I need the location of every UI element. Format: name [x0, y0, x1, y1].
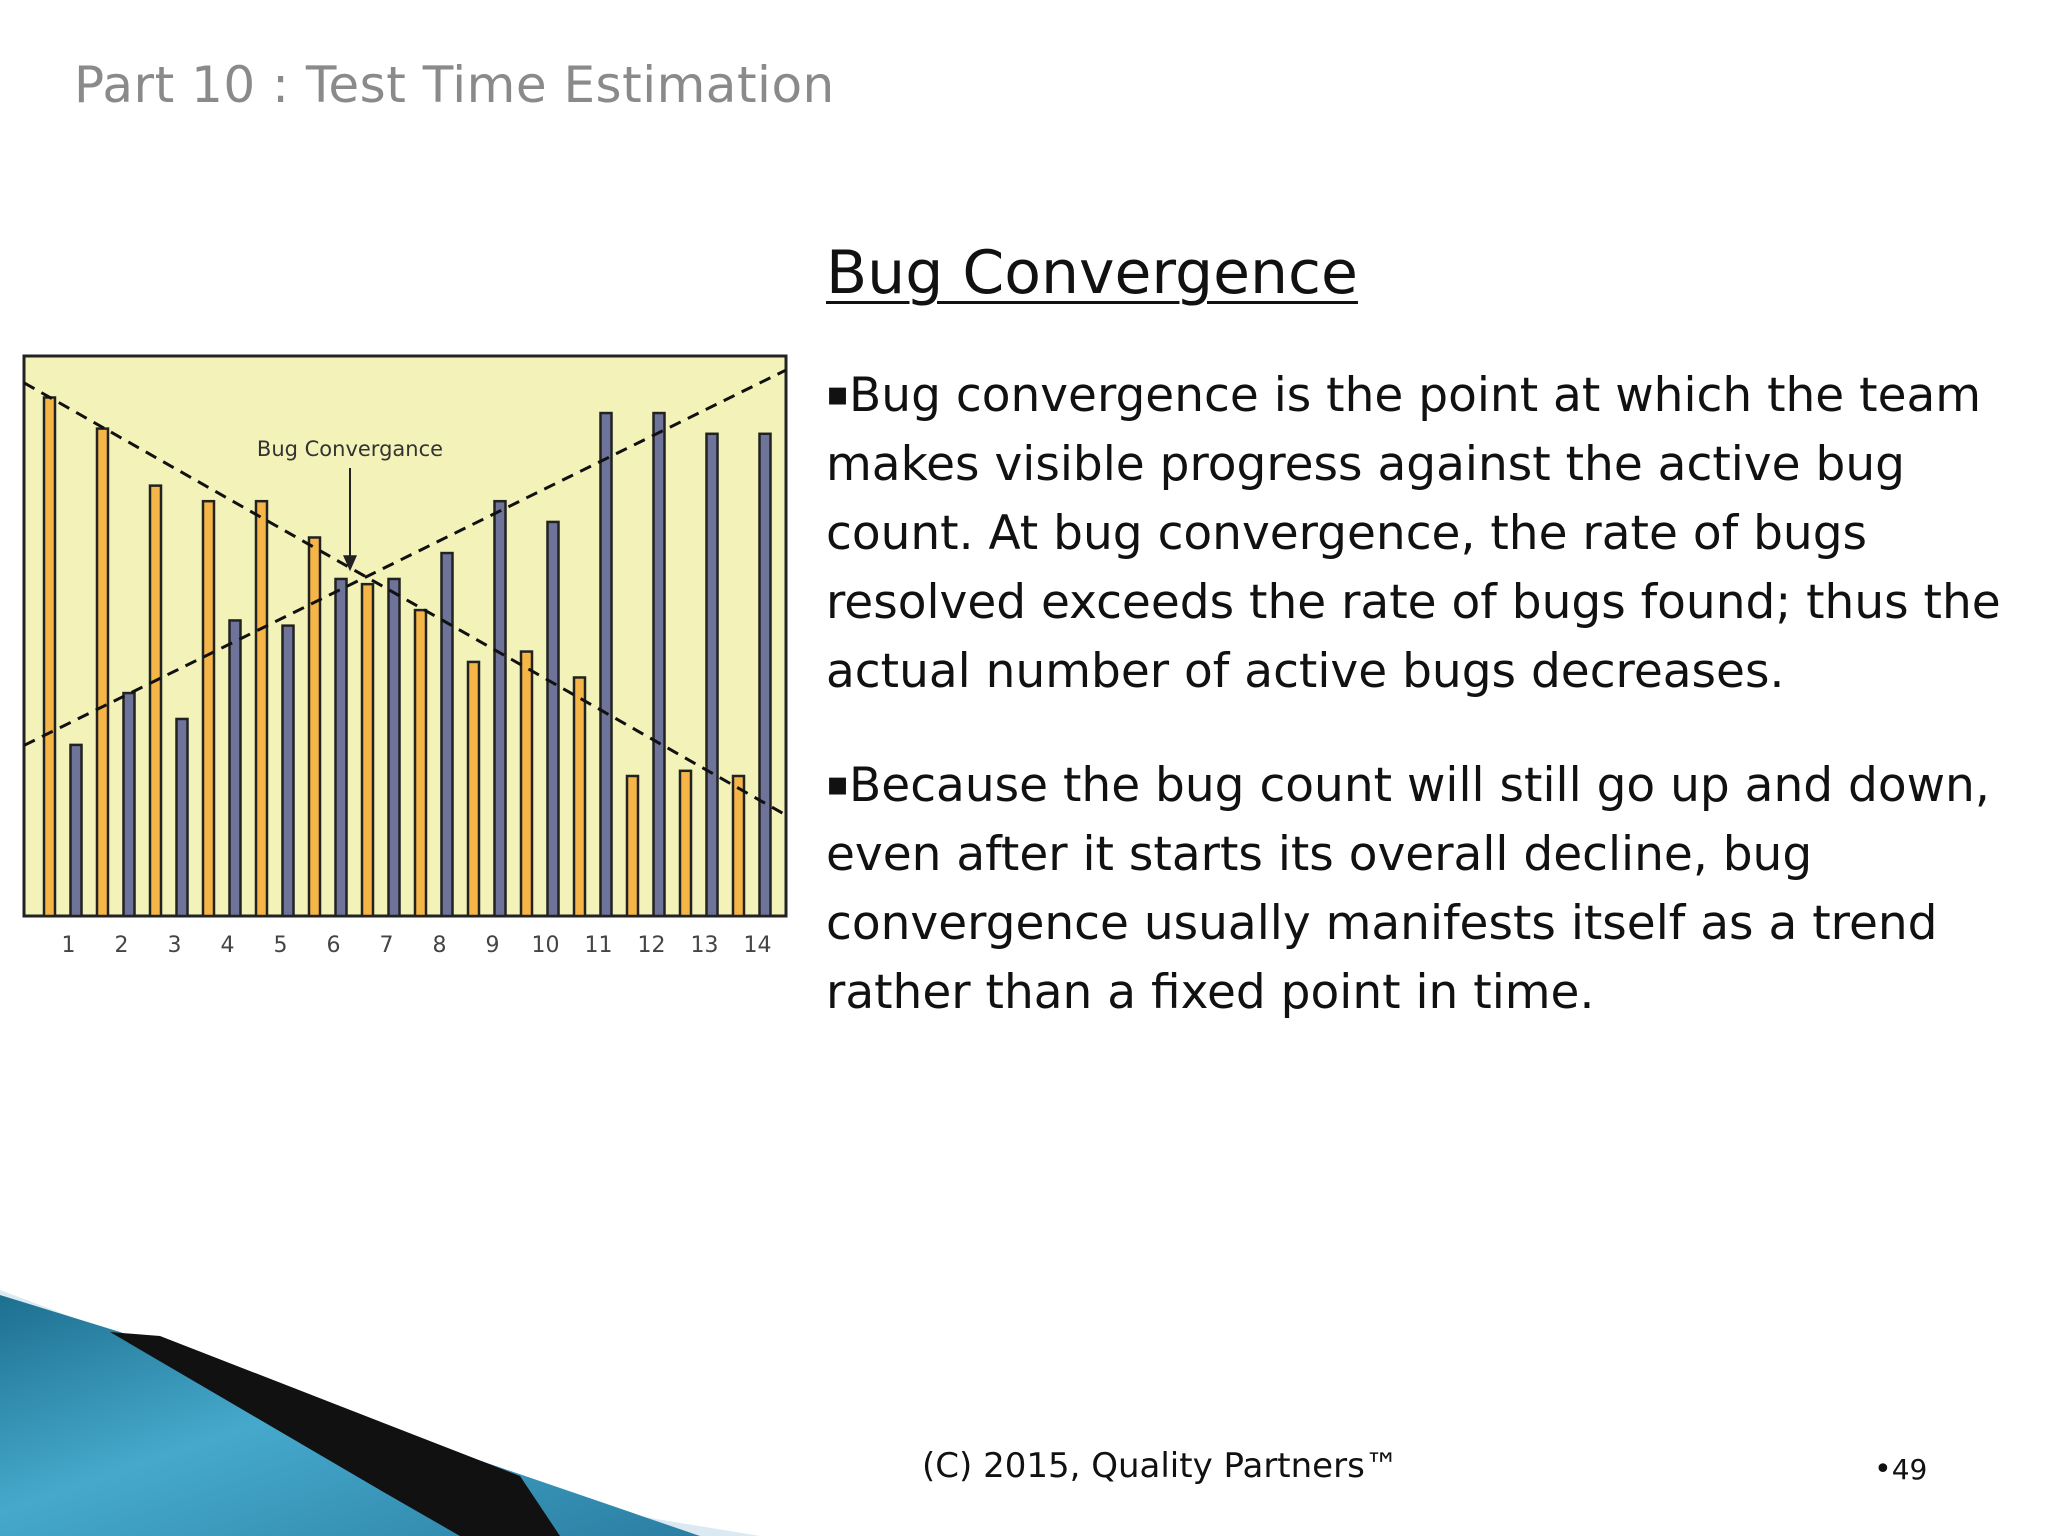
page-number-value: 49 — [1891, 1453, 1928, 1486]
section-heading: Bug Convergence — [826, 238, 1358, 308]
bar-series-2-5 — [283, 626, 294, 916]
bar-series-1-10 — [521, 652, 532, 916]
bullet-square-icon: ▪ — [826, 764, 850, 804]
bullet-list — [826, 360, 2026, 1071]
x-tick-label-12: 12 — [637, 933, 666, 958]
bug-convergence-chart — [20, 350, 790, 970]
x-tick-label-11: 11 — [584, 933, 613, 958]
x-tick-label-14: 14 — [743, 933, 772, 958]
x-tick-label-2: 2 — [114, 933, 129, 958]
bar-series-1-7 — [362, 584, 373, 916]
x-tick-label-7: 7 — [379, 933, 394, 958]
bar-series-1-1 — [44, 397, 55, 916]
bar-series-2-10 — [548, 522, 559, 916]
bar-series-2-7 — [389, 579, 400, 916]
bullet-text-1: Bug convergence is the point at which the team makes visible progress against the active bug count. At bug convergence, the rate of bugs resolved exceeds the rate of bugs found; thus the actual number of active bugs decreases. — [826, 368, 2001, 699]
bar-series-1-6 — [309, 537, 320, 916]
bar-series-1-8 — [415, 610, 426, 916]
bar-series-2-1 — [71, 745, 82, 916]
bar-series-2-13 — [707, 434, 718, 916]
bullet-item-2 — [826, 750, 2026, 1027]
bar-series-2-3 — [177, 719, 188, 916]
x-tick-label-10: 10 — [531, 933, 560, 958]
bullet-text-2: Because the bug count will still go up and down, even after it starts its overall decline, bug convergence usually manifests itself as a trend rather than a fixed point in time. — [826, 758, 1990, 1020]
page-number — [1874, 1452, 1927, 1487]
x-tick-label-3: 3 — [167, 933, 182, 958]
bar-series-1-12 — [627, 776, 638, 916]
bar-series-1-4 — [203, 501, 214, 916]
decorative-swoosh — [0, 1280, 1100, 1536]
bullet-item-1 — [826, 360, 2026, 706]
x-tick-label-8: 8 — [432, 933, 447, 958]
x-tick-label-9: 9 — [485, 933, 500, 958]
page-bullet-icon: • — [1874, 1452, 1892, 1487]
bar-series-1-3 — [150, 486, 161, 916]
x-tick-label-4: 4 — [220, 933, 235, 958]
x-tick-label-5: 5 — [273, 933, 288, 958]
x-tick-label-13: 13 — [690, 933, 719, 958]
bar-series-2-8 — [442, 553, 453, 916]
bar-series-1-9 — [468, 662, 479, 916]
bar-series-1-14 — [733, 776, 744, 916]
bar-series-2-14 — [760, 434, 771, 916]
bar-series-2-12 — [654, 413, 665, 916]
bar-series-1-2 — [97, 429, 108, 916]
bar-series-2-4 — [230, 620, 241, 916]
slide-title: Part 10 : Test Time Estimation — [74, 56, 835, 114]
chart-svg — [20, 350, 790, 970]
bar-series-1-11 — [574, 677, 585, 916]
annotation-label: Bug Convergance — [256, 437, 444, 461]
bullet-square-icon: ▪ — [826, 374, 850, 414]
bar-series-2-11 — [601, 413, 612, 916]
bar-series-1-5 — [256, 501, 267, 916]
footer-copyright: (C) 2015, Quality Partners™ — [922, 1446, 1399, 1486]
bar-series-1-13 — [680, 771, 691, 916]
x-tick-label-1: 1 — [61, 933, 76, 958]
x-tick-label-6: 6 — [326, 933, 341, 958]
bar-series-2-6 — [336, 579, 347, 916]
bar-series-2-2 — [124, 693, 135, 916]
bar-series-2-9 — [495, 501, 506, 916]
